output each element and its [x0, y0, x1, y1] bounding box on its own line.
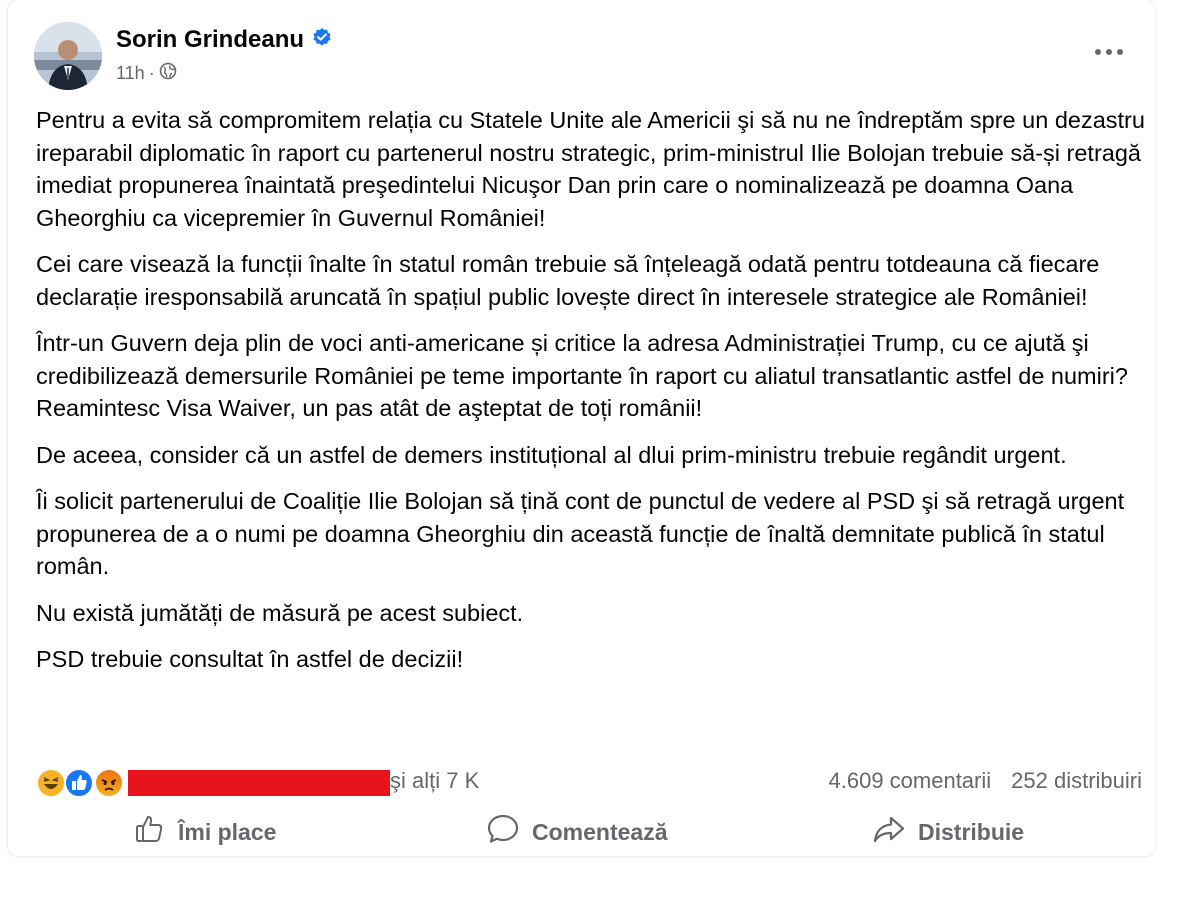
- engagement-counts: [829, 768, 1143, 794]
- share-arrow-icon: [872, 813, 906, 851]
- comment-label: Comentează: [532, 818, 668, 845]
- post-card: [8, 0, 1155, 856]
- post-meta: [116, 62, 177, 85]
- like-button[interactable]: [134, 814, 276, 850]
- like-icon: [64, 768, 94, 798]
- meta-separator: ·: [148, 63, 155, 83]
- post-paragraph: Cei care visează la funcții înalte în statul român trebuie să înțeleagă odată pentru totdeauna că fiecare declarație iresponsabilă aruncată în spațiul public lovește direct în interesele strategice ale României!: [36, 251, 1100, 310]
- comments-count[interactable]: 4.609 comentarii: [828, 768, 992, 793]
- post-paragraph: PSD trebuie consultat în astfel de decizii!: [36, 646, 464, 672]
- author-name[interactable]: Sorin Grindeanu: [116, 26, 305, 53]
- redacted-names-block: [128, 770, 390, 796]
- author-avatar[interactable]: [34, 22, 102, 90]
- shares-count[interactable]: 252 distribuiri: [1011, 768, 1142, 793]
- share-button[interactable]: [872, 814, 1024, 850]
- reactions-others-count[interactable]: şi alți 7 K: [390, 768, 480, 793]
- more-options-icon[interactable]: [1092, 40, 1126, 64]
- post-timestamp[interactable]: 11h: [116, 63, 145, 83]
- post-body: [36, 104, 1146, 690]
- reactions-summary: [36, 764, 1142, 800]
- verified-badge-icon: [312, 26, 332, 54]
- comment-button[interactable]: [486, 814, 667, 850]
- comment-bubble-icon: [486, 813, 520, 851]
- post-paragraph: Îi solicit partenerului de Coaliție Ilie Bolojan să țină cont de punctul de vedere al PSD şi să retragă urgent propunerea de a o numi pe doamna Gheorghiu din această funcție de înaltă demnitate publică în statul român.: [36, 488, 1125, 579]
- author-name-row: [116, 26, 332, 54]
- thumbs-up-icon: [134, 813, 166, 851]
- like-label: Îmi place: [178, 818, 277, 845]
- post-actions-bar: [8, 806, 1155, 856]
- angry-icon: [94, 768, 124, 798]
- globe-icon: [159, 62, 177, 85]
- share-label: Distribuie: [918, 818, 1025, 845]
- post-paragraph: Într-un Guvern deja plin de voci anti-americane și critice la adresa Administrației Trump, cu ce ajută şi credibilizează demersurile României pe teme importante în raport cu aliatul transatlantic astfel de numiri? Reamintesc Visa Waiver, un pas atât de aşteptat de toți românii!: [36, 330, 1128, 421]
- haha-icon: [36, 768, 66, 798]
- post-paragraph: Pentru a evita să compromitem relația cu Statele Unite ale Americii şi să nu ne îndreptăm spre un dezastru ireparabil diplomatic în raport cu partenerul nostru strategic, prim-ministrul Ilie Bolojan trebuie să-și retragă imediat propunerea înaintată preşedintelui Nicuşor Dan prin care o nominalizează pe doamna Oana Gheorghiu ca vicepremier în Guvernul României!: [36, 107, 1145, 231]
- post-paragraph: Nu există jumătăți de măsură pe acest subiect.: [36, 599, 524, 626]
- post-paragraph: De aceea, consider că un astfel de demers instituțional al dlui prim-ministru trebuie regândit urgent.: [36, 441, 1067, 468]
